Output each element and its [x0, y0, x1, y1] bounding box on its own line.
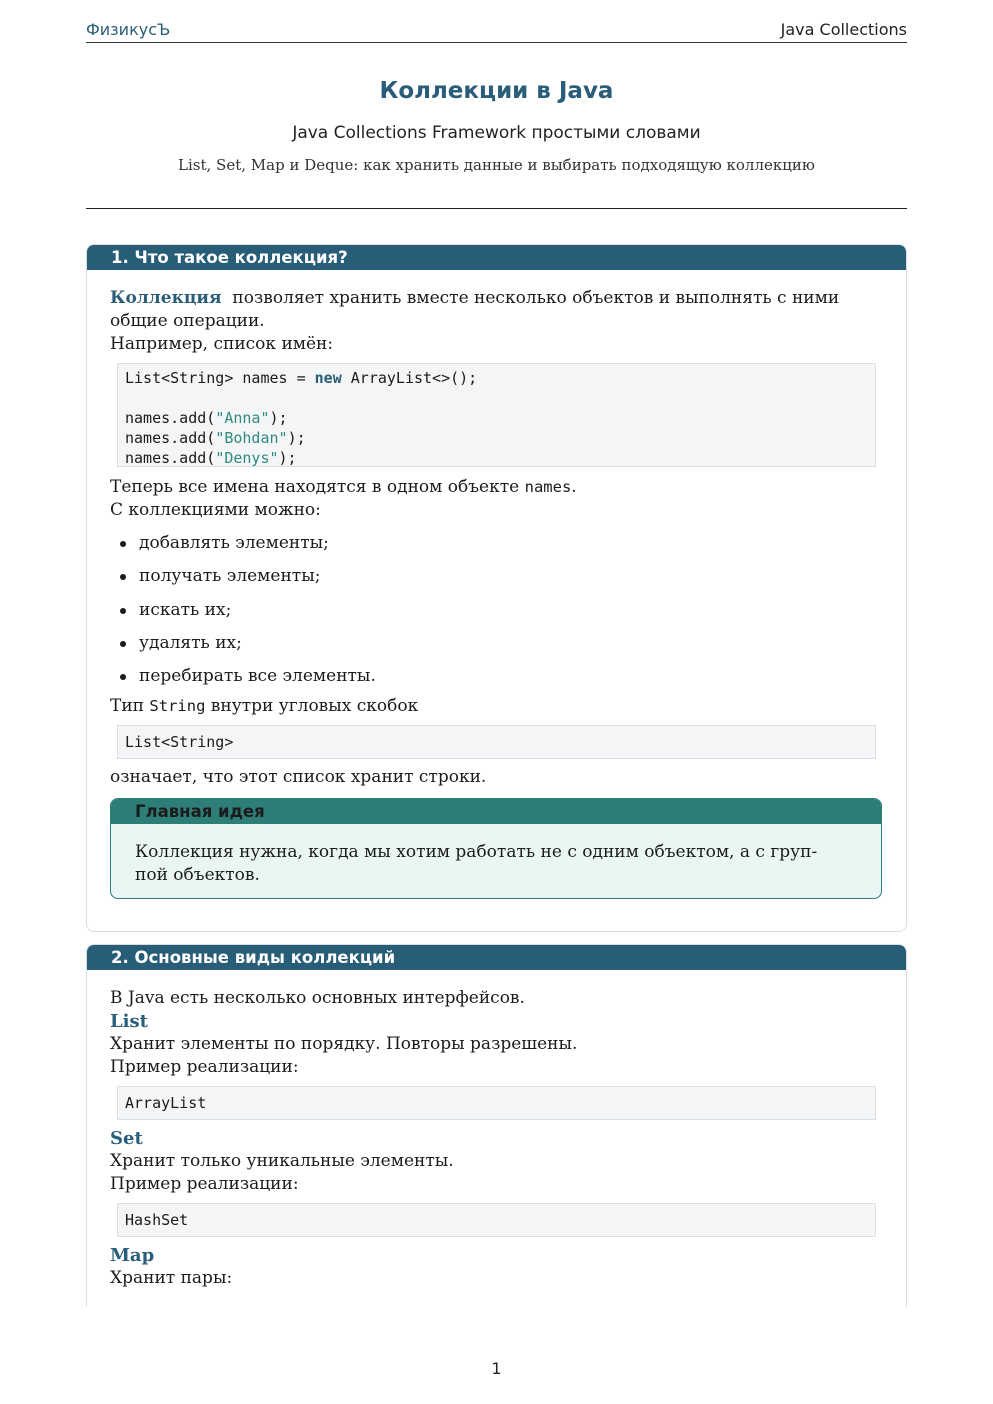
running-header — [86, 20, 907, 43]
can-do-intro: С коллекциями можно: — [110, 500, 321, 520]
document-subtitle: Java Collections Framework простыми словами — [292, 123, 701, 143]
callout-text: Коллекция нужна, когда мы хотим работать не с одним объектом, а с груп- пой объектов. — [135, 842, 818, 886]
callout-title: Главная идея — [111, 799, 881, 824]
inline-code-names: names — [524, 478, 572, 496]
section-heading: 2. Основные виды коллекций — [87, 945, 906, 970]
keyword-new: new — [314, 369, 342, 387]
list-example-label: Пример реализации: — [110, 1057, 299, 1077]
publisher-name: ФизикусЪ — [86, 20, 171, 39]
code-block-names: List<String> names = new ArrayList<>();names.add("Anna"); names.add("Bohdan"); names.add("Denys"); — [117, 363, 876, 467]
intro-text: позволяет хранить вместе несколько объектов и выполнять с ними общие операции. — [110, 288, 840, 331]
document-tagline: List, Set, Map и Deque: как хранить данные и выбирать подходящую коллекцию — [178, 156, 815, 174]
set-heading: Set — [110, 1128, 143, 1149]
section-what-is-collection — [86, 244, 907, 932]
code-block-arraylist: ArrayList — [117, 1086, 876, 1120]
term-collection: Коллекция — [110, 288, 222, 308]
running-title: Java Collections — [780, 20, 907, 39]
example-intro: Например, список имён: — [110, 334, 334, 354]
code-block-list-string: List<String> — [117, 725, 876, 759]
inline-code-string: String — [149, 697, 206, 716]
types-intro: В Java есть несколько основных интерфейсов. — [110, 988, 525, 1008]
type-paragraph: Тип String внутри угловых скобок — [110, 696, 419, 717]
document-title: Коллекции в Java — [379, 78, 614, 104]
after-code-text: Теперь все имена находятся в одном объекте names. — [110, 477, 577, 497]
title-divider — [86, 208, 907, 209]
map-description: Хранит пары: — [110, 1268, 233, 1288]
set-example-label: Пример реализации: — [110, 1174, 299, 1194]
set-description: Хранит только уникальные элементы. — [110, 1151, 454, 1171]
code-block-hashset: HashSet — [117, 1203, 876, 1237]
intro-paragraph — [110, 287, 882, 333]
page-number: 1 — [491, 1359, 502, 1378]
list-description: Хранит элементы по порядку. Повторы разрешены. — [110, 1034, 578, 1054]
list-item: искать их; — [110, 594, 882, 627]
list-item: добавлять элементы; — [110, 527, 882, 560]
section-heading: 1. Что такое коллекция? — [87, 245, 906, 270]
type-meaning: означает, что этот список хранит строки. — [110, 767, 487, 788]
section-collection-types — [86, 944, 907, 1307]
title-block — [86, 78, 907, 174]
operations-list — [110, 527, 882, 693]
map-heading: Map — [110, 1245, 155, 1266]
list-item: перебирать все элементы. — [110, 660, 882, 693]
list-heading: List — [110, 1011, 148, 1032]
list-item: удалять их; — [110, 627, 882, 660]
list-item: получать элементы; — [110, 560, 882, 593]
main-idea-callout — [110, 798, 882, 899]
